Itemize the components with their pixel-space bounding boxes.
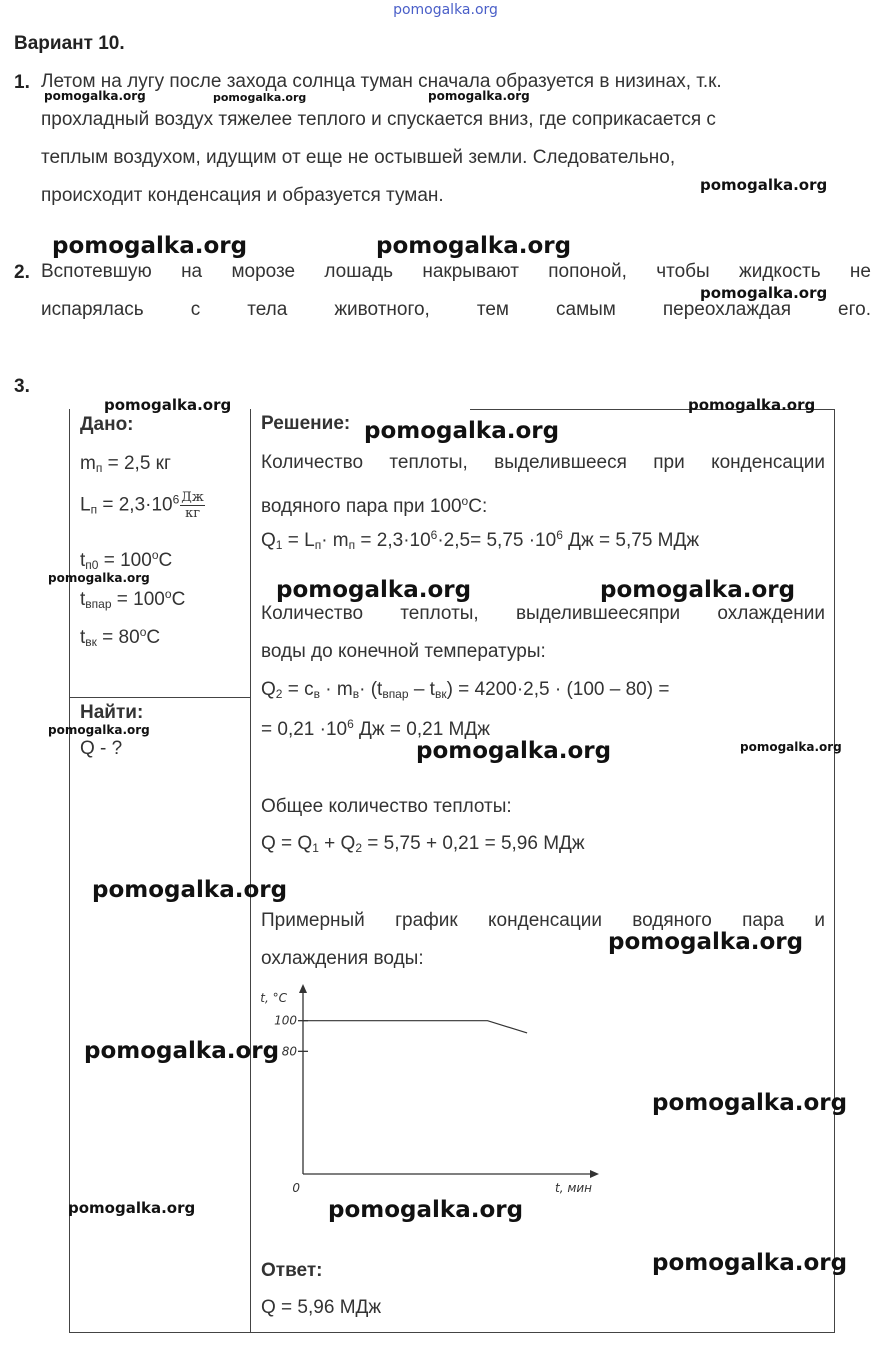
q1-line: прохладный воздух тяжелее теплого и спускается вниз, где соприкасается с xyxy=(41,109,716,130)
y-tick-label-80: 80 xyxy=(281,1044,297,1059)
condensation-chart xyxy=(255,980,615,1200)
watermark: pomogalka.org xyxy=(84,1038,280,1064)
watermark: pomogalka.org xyxy=(52,233,248,259)
watermark: pomogalka.org xyxy=(48,723,150,737)
unit-fraction: $\frac{Дж}{кг}$ xyxy=(181,490,204,521)
q1-line: Летом на лугу после захода солнца туман сначала образуется в низинах, т.к. xyxy=(41,71,722,92)
site-header[interactable]: pomogalka.org xyxy=(393,2,498,18)
formula-q2: $Q_2 = c_в \cdot m_в\cdot (t_{впар} - t_{вк}) = 4200\cdot 2,5 \cdot (100 - 80)$ = xyxy=(261,679,670,701)
watermark: pomogalka.org xyxy=(328,1197,524,1223)
given-t-vapor: $t_{впар} = 100^oC$ xyxy=(80,587,186,611)
watermark: pomogalka.org xyxy=(376,233,572,259)
series-line-0 xyxy=(303,1021,527,1033)
s2-line: Количество теплоты, выделившеесяпри охлаждении xyxy=(261,603,825,624)
formula-q1: $Q_1 = L_п\cdot m_п = 2,3\cdot 10^6\cdot 2,5= 5,75 \cdot 10^6$ Дж = 5,75 МДж xyxy=(261,528,700,552)
watermark: pomogalka.org xyxy=(48,571,150,585)
q2-line: испарялась с тела животного, тем самым переохлаждая его. xyxy=(41,299,871,320)
q2-line: Вспотевшую на морозе лошадь накрывают попоной, чтобы жидкость не xyxy=(41,261,871,282)
solution-title: Решение: xyxy=(261,413,351,434)
answer-title: Ответ: xyxy=(261,1260,323,1281)
y-axis-label: t, °C xyxy=(260,991,287,1005)
answer-value: Q = 5,96 МДж xyxy=(261,1297,382,1318)
x-axis-arrow xyxy=(590,1170,599,1178)
watermark: pomogalka.org xyxy=(416,738,612,764)
question-1-number: 1. xyxy=(14,72,30,93)
watermark: pomogalka.org xyxy=(428,89,530,103)
s1-line: Количество теплоты, выделившееся при конденсации xyxy=(261,452,825,473)
watermark: pomogalka.org xyxy=(652,1090,848,1116)
given-title: Дано: xyxy=(80,414,134,435)
formula-q2-result: = $0,21 \cdot 10^6$ Дж = 0,21 МДж xyxy=(261,717,490,740)
s2-line: воды до конечной температуры: xyxy=(261,641,546,662)
find-title: Найти: xyxy=(80,702,144,723)
watermark: pomogalka.org xyxy=(608,929,804,955)
watermark: pomogalka.org xyxy=(92,877,288,903)
watermark: pomogalka.org xyxy=(700,284,828,302)
table-divider xyxy=(250,409,251,1333)
find-value: Q - ? xyxy=(80,738,123,759)
solution-step-2 xyxy=(261,595,825,671)
y-axis-arrow xyxy=(299,984,307,993)
watermark: pomogalka.org xyxy=(600,577,796,603)
formula-total: $Q = Q_1 + Q_2 = 5,75 + 0,21 = 5,96$ МДж xyxy=(261,833,585,855)
given-t-initial: $t_{п0} = 100^oC$ xyxy=(80,548,173,572)
total-title: Общее количество теплоты: xyxy=(261,796,512,817)
watermark: pomogalka.org xyxy=(276,577,472,603)
q1-line: теплым воздухом, идущим от еще не остывшей земли. Следовательно, xyxy=(41,147,676,168)
given-mass: $m_п = 2,5$ кг xyxy=(80,453,171,475)
watermark: pomogalka.org xyxy=(652,1250,848,1276)
given-find-divider xyxy=(69,697,250,698)
question-3-number: 3. xyxy=(14,376,30,397)
given-latent-heat: $L_п = 2,3\cdot 10^6$ $\frac{Дж}{кг}$ xyxy=(80,490,204,521)
s1-line: водяного пара при 100$^o$C: xyxy=(261,494,488,517)
watermark: pomogalka.org xyxy=(104,396,232,414)
given-t-final: $t_{вк} = 80^oC$ xyxy=(80,625,161,649)
watermark: pomogalka.org xyxy=(364,418,560,444)
origin-label: 0 xyxy=(292,1181,300,1195)
graph-title-line: Примерный график конденсации водяного пара и xyxy=(261,910,825,931)
watermark: pomogalka.org xyxy=(740,740,842,754)
watermark: pomogalka.org xyxy=(688,396,816,414)
graph-title-line: охлаждения воды: xyxy=(261,948,424,969)
watermark: pomogalka.org xyxy=(68,1199,196,1217)
q1-line: происходит конденсация и образуется туман. xyxy=(41,185,444,206)
x-axis-label: t, мин xyxy=(555,1181,593,1195)
watermark: pomogalka.org xyxy=(700,176,828,194)
watermark: pomogalka.org xyxy=(44,89,146,103)
variant-heading: Вариант 10. xyxy=(14,33,125,54)
question-2-number: 2. xyxy=(14,262,30,283)
y-tick-label-100: 100 xyxy=(274,1013,297,1028)
solution-step-1 xyxy=(261,444,825,526)
watermark: pomogalka.org xyxy=(213,91,307,104)
